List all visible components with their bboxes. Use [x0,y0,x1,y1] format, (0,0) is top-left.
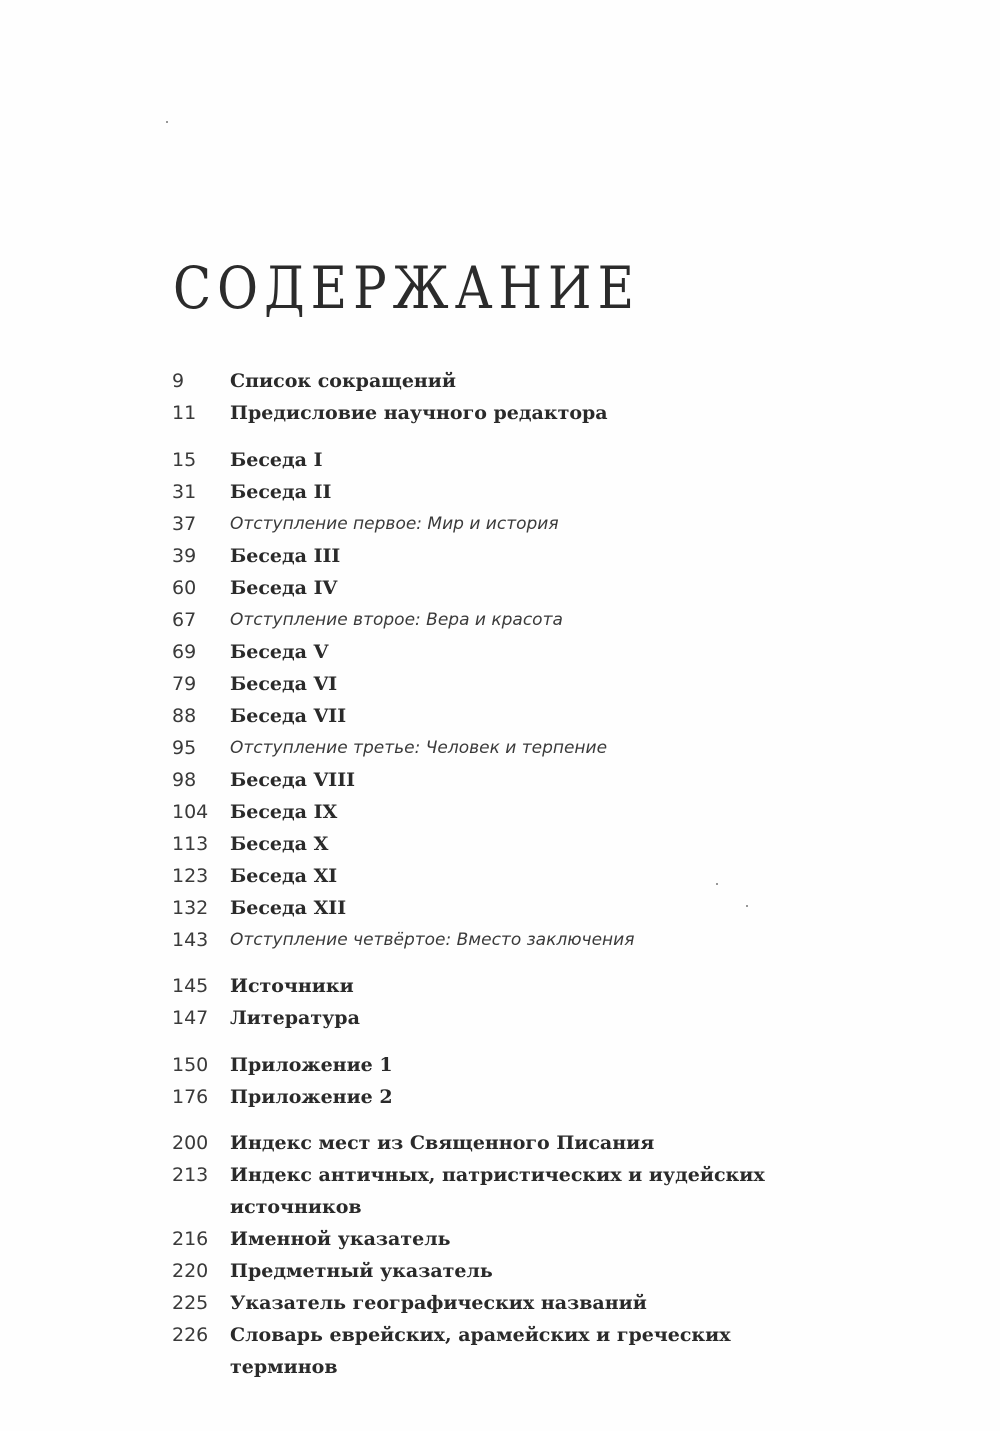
toc-entry [172,1255,832,1287]
toc-page-number: 95 [172,737,197,759]
toc-page-number: 216 [172,1228,209,1250]
toc-page-number: 79 [172,673,197,695]
toc-entry-title: Беседа XII [230,897,347,919]
toc-page-number: 145 [172,975,209,997]
toc-page-number: 60 [172,577,197,599]
toc-entry [172,1002,832,1034]
toc-page-number: 98 [172,769,197,791]
toc-entry-title: Беседа X [230,833,329,855]
toc-entry-title: Приложение 2 [230,1086,393,1108]
toc-entry-title: Отступление второе: Вера и красота [230,610,563,630]
toc-page-number: 88 [172,705,197,727]
toc-entry [172,796,832,828]
toc-page-number: 69 [172,641,197,663]
toc-entry [172,1223,832,1255]
toc-entry-title: Беседа VI [230,673,338,695]
toc-entry [172,444,832,476]
toc-entry-title: Указатель географических названий [230,1292,647,1314]
toc-entry-title: Приложение 1 [230,1054,393,1076]
toc-entry-title: Беседа VII [230,705,347,727]
toc-entry [172,764,832,796]
toc-entry [172,892,832,924]
toc-entry-title: Беседа II [230,481,332,503]
toc-page-number: 213 [172,1164,209,1186]
toc-page-number: 176 [172,1086,209,1108]
toc-page-number: 11 [172,402,197,424]
toc-entry-title: Литература [230,1007,360,1029]
toc-entry [172,572,832,604]
toc-entry-title: Беседа VIII [230,769,355,791]
toc-page-number: 37 [172,513,197,535]
toc-entry-title: Список сокращений [230,370,456,392]
toc-page-number: 113 [172,833,209,855]
toc-entry [172,476,832,508]
toc-page-number: 220 [172,1260,209,1282]
toc-entry-title: Беседа IV [230,577,338,599]
toc-page-number: 31 [172,481,197,503]
toc-entry-title: Отступление четвёртое: Вместо заключения [230,930,635,950]
toc-entry [172,924,832,956]
toc-page-number: 143 [172,929,209,951]
toc-page-number: 15 [172,449,197,471]
toc-entry-title: Предисловие научного редактора [230,402,608,424]
toc-entry-title: Предметный указатель [230,1260,493,1282]
toc-entry [172,604,832,636]
toc-page-number: 147 [172,1007,209,1029]
toc-page-number: 200 [172,1132,209,1154]
toc-entry-title: Отступление третье: Человек и терпение [230,738,608,758]
toc-page-number: 132 [172,897,209,919]
toc-page-number: 150 [172,1054,209,1076]
toc-entry [172,1081,832,1113]
toc-entry [172,636,832,668]
toc-entry-title: Беседа XI [230,865,338,887]
toc-entry [172,828,832,860]
toc-entry [172,1287,832,1319]
toc-entry-title: Индекс античных, патристических и иудейских источников [230,1164,765,1218]
dust-speck [166,121,168,123]
toc-entry-title: Беседа V [230,641,329,663]
toc-page-number: 104 [172,801,209,823]
toc-entry [172,1319,832,1383]
toc-entry-title: Отступление первое: Мир и история [230,514,559,534]
toc-page-number: 123 [172,865,209,887]
toc-entry-title: Беседа I [230,449,323,471]
toc-entry-title: Беседа IX [230,801,338,823]
toc-entry-title: Словарь еврейских, арамейских и греческих терминов [230,1324,731,1378]
toc-entry-title: Беседа III [230,545,341,567]
toc-page-number: 67 [172,609,197,631]
toc-entry [172,540,832,572]
toc-page-number: 226 [172,1324,209,1346]
page-title: СОДЕРЖАНИЕ [173,253,641,322]
toc-entry-title: Именной указатель [230,1228,451,1250]
toc-entry [172,1049,832,1081]
toc-entry [172,397,832,429]
toc-entry-title: Источники [230,975,354,997]
toc-entry [172,732,832,764]
toc-entry [172,668,832,700]
toc-entry [172,1127,832,1159]
toc-entry [172,365,832,397]
toc-entry [172,1159,832,1223]
toc-page-number: 39 [172,545,197,567]
toc-entry [172,700,832,732]
toc-entry [172,508,832,540]
toc-page-number: 225 [172,1292,209,1314]
toc-entry [172,970,832,1002]
toc-page-number: 9 [172,370,185,392]
toc-entry [172,860,832,892]
toc-entry-title: Индекс мест из Священного Писания [230,1132,655,1154]
